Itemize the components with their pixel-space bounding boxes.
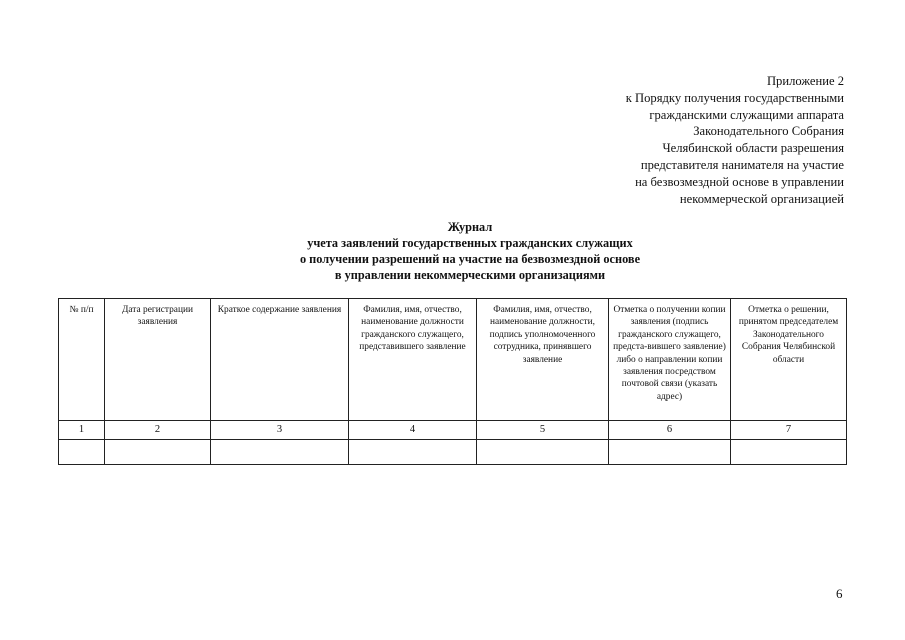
- journal-title: [200, 219, 740, 283]
- column-number: 1: [59, 421, 105, 440]
- appendix-line: к Порядку получения государственными: [625, 90, 844, 105]
- appendix-line: представителя нанимателя на участие: [640, 157, 844, 172]
- column-header-copy-mark: Отметка о получении копии заявления (подпись гражданского служащего, предста-вившего заявление) либо о направлении копии заявления посредством почтовой связи (указать адрес): [609, 299, 731, 421]
- column-number: 3: [211, 421, 349, 440]
- journal-table: [58, 298, 847, 465]
- appendix-line: Законодательного Собрания: [693, 124, 844, 139]
- empty-cell: [105, 440, 211, 465]
- page-number: 6: [836, 586, 843, 601]
- column-number: 6: [609, 421, 731, 440]
- column-header-summary: Краткое содержание заявления: [211, 299, 349, 421]
- journal-title-line: учета заявлений государственных гражданских служащих: [307, 236, 633, 250]
- empty-row: [59, 440, 847, 465]
- column-header-registration-date: Дата регистрации заявления: [105, 299, 211, 421]
- column-number: 5: [477, 421, 609, 440]
- column-header-servant: Фамилия, имя, отчество, наименование должности гражданского служащего, представившего заявление: [349, 299, 477, 421]
- empty-cell: [59, 440, 105, 465]
- column-header-receiver: Фамилия, имя, отчество, наименование должности, подпись уполномоченного сотрудника, принявшего заявление: [477, 299, 609, 421]
- empty-cell: [731, 440, 847, 465]
- column-number: 2: [105, 421, 211, 440]
- column-number-row: [59, 421, 847, 440]
- table-header-row: [59, 299, 847, 421]
- column-number: 4: [349, 421, 477, 440]
- appendix-line: Челябинской области разрешения: [662, 141, 844, 156]
- column-header-number: № п/п: [59, 299, 105, 421]
- journal-title-line: Журнал: [447, 220, 493, 234]
- appendix-line: некоммерческой организацией: [679, 191, 844, 206]
- empty-cell: [609, 440, 731, 465]
- appendix-block: [514, 73, 844, 207]
- empty-cell: [477, 440, 609, 465]
- appendix-line: гражданскими служащими аппарата: [649, 107, 844, 122]
- appendix-line: на безвозмездной основе в управлении: [635, 174, 844, 189]
- empty-cell: [211, 440, 349, 465]
- empty-cell: [349, 440, 477, 465]
- column-number: 7: [731, 421, 847, 440]
- journal-title-line: в управлении некоммерческими организациями: [334, 268, 606, 282]
- column-header-decision-mark: Отметка о решении, принятом председателем Законодательного Собрания Челябинской области: [731, 299, 847, 421]
- journal-title-line: о получении разрешений на участие на безвозмездной основе: [299, 252, 641, 266]
- appendix-line: Приложение 2: [766, 74, 844, 88]
